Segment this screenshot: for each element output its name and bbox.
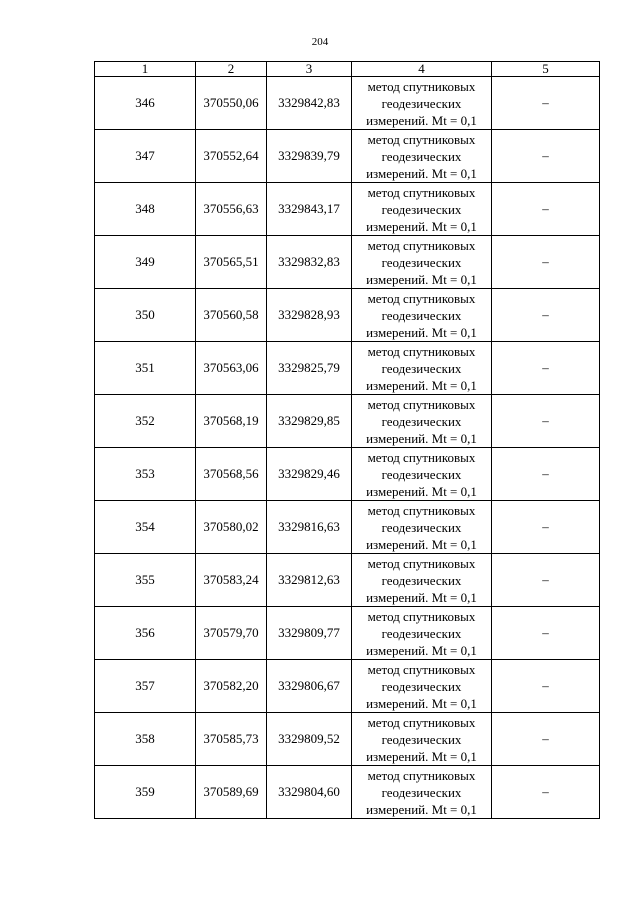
- y-coordinate-cell: 3329809,77: [267, 607, 352, 660]
- table-body: [95, 77, 600, 819]
- x-coordinate-cell: 370589,69: [196, 766, 267, 819]
- method-line-1: метод спутниковых: [367, 714, 476, 730]
- method-cell: [352, 501, 492, 554]
- table-row: [95, 607, 600, 660]
- note-cell: –: [492, 713, 600, 766]
- table-row: [95, 448, 600, 501]
- method-line-3: измерений. Mt = 0,1: [366, 748, 477, 764]
- method-line-2: геодезических: [381, 413, 462, 429]
- method-cell: [352, 395, 492, 448]
- method-line-1: метод спутниковых: [367, 343, 476, 359]
- point-number-cell: 346: [95, 77, 196, 130]
- method-line-3: измерений. Mt = 0,1: [366, 112, 477, 128]
- method-cell: [352, 660, 492, 713]
- method-line-1: метод спутниковых: [367, 184, 476, 200]
- method-line-3: измерений. Mt = 0,1: [366, 801, 477, 817]
- method-line-2: геодезических: [381, 625, 462, 641]
- note-cell: –: [492, 501, 600, 554]
- method-line-1: метод спутниковых: [367, 237, 476, 253]
- method-cell: [352, 554, 492, 607]
- y-coordinate-cell: 3329806,67: [267, 660, 352, 713]
- coordinates-table: [94, 61, 600, 819]
- y-coordinate-cell: 3329829,85: [267, 395, 352, 448]
- note-cell: –: [492, 607, 600, 660]
- table-row: [95, 183, 600, 236]
- method-line-2: геодезических: [381, 731, 462, 747]
- point-number-cell: 349: [95, 236, 196, 289]
- method-line-2: геодезических: [381, 307, 462, 323]
- x-coordinate-cell: 370568,19: [196, 395, 267, 448]
- point-number-cell: 358: [95, 713, 196, 766]
- y-coordinate-cell: 3329832,83: [267, 236, 352, 289]
- point-number-cell: 357: [95, 660, 196, 713]
- table-row: [95, 342, 600, 395]
- method-line-2: геодезических: [381, 466, 462, 482]
- x-coordinate-cell: 370585,73: [196, 713, 267, 766]
- table-row: [95, 766, 600, 819]
- note-cell: –: [492, 183, 600, 236]
- y-coordinate-cell: 3329828,93: [267, 289, 352, 342]
- page-number: 204: [311, 36, 329, 48]
- x-coordinate-cell: 370568,56: [196, 448, 267, 501]
- y-coordinate-cell: 3329843,17: [267, 183, 352, 236]
- method-cell: [352, 448, 492, 501]
- method-line-1: метод спутниковых: [367, 502, 476, 518]
- note-cell: –: [492, 766, 600, 819]
- y-coordinate-cell: 3329829,46: [267, 448, 352, 501]
- method-line-2: геодезических: [381, 784, 462, 800]
- point-number-cell: 359: [95, 766, 196, 819]
- method-line-3: измерений. Mt = 0,1: [366, 165, 477, 181]
- x-coordinate-cell: 370580,02: [196, 501, 267, 554]
- column-header-2: 2: [196, 62, 267, 77]
- method-line-1: метод спутниковых: [367, 661, 476, 677]
- note-cell: –: [492, 236, 600, 289]
- method-line-2: геодезических: [381, 254, 462, 270]
- table-row: [95, 77, 600, 130]
- method-cell: [352, 713, 492, 766]
- method-line-3: измерений. Mt = 0,1: [366, 695, 477, 711]
- method-line-2: геодезических: [381, 148, 462, 164]
- method-cell: [352, 236, 492, 289]
- method-line-2: геодезических: [381, 519, 462, 535]
- column-header-1: 1: [95, 62, 196, 77]
- x-coordinate-cell: 370550,06: [196, 77, 267, 130]
- x-coordinate-cell: 370556,63: [196, 183, 267, 236]
- column-header-5: 5: [492, 62, 600, 77]
- method-cell: [352, 289, 492, 342]
- note-cell: –: [492, 660, 600, 713]
- method-line-2: геодезических: [381, 572, 462, 588]
- method-line-2: геодезических: [381, 678, 462, 694]
- y-coordinate-cell: 3329816,63: [267, 501, 352, 554]
- table-row: [95, 660, 600, 713]
- method-line-1: метод спутниковых: [367, 131, 476, 147]
- y-coordinate-cell: 3329825,79: [267, 342, 352, 395]
- method-cell: [352, 130, 492, 183]
- y-coordinate-cell: 3329812,63: [267, 554, 352, 607]
- x-coordinate-cell: 370560,58: [196, 289, 267, 342]
- method-cell: [352, 77, 492, 130]
- method-cell: [352, 342, 492, 395]
- method-line-3: измерений. Mt = 0,1: [366, 218, 477, 234]
- method-line-3: измерений. Mt = 0,1: [366, 589, 477, 605]
- method-line-2: геодезических: [381, 95, 462, 111]
- note-cell: –: [492, 289, 600, 342]
- note-cell: –: [492, 395, 600, 448]
- point-number-cell: 351: [95, 342, 196, 395]
- method-line-1: метод спутниковых: [367, 396, 476, 412]
- x-coordinate-cell: 370583,24: [196, 554, 267, 607]
- method-line-1: метод спутниковых: [367, 449, 476, 465]
- method-line-1: метод спутниковых: [367, 608, 476, 624]
- note-cell: –: [492, 130, 600, 183]
- note-cell: –: [492, 554, 600, 607]
- column-header-3: 3: [267, 62, 352, 77]
- point-number-cell: 352: [95, 395, 196, 448]
- method-line-1: метод спутниковых: [367, 767, 476, 783]
- note-cell: –: [492, 77, 600, 130]
- note-cell: –: [492, 448, 600, 501]
- table-row: [95, 395, 600, 448]
- point-number-cell: 350: [95, 289, 196, 342]
- method-line-2: геодезических: [381, 360, 462, 376]
- table-header-row: [95, 62, 600, 77]
- x-coordinate-cell: 370552,64: [196, 130, 267, 183]
- table-row: [95, 236, 600, 289]
- method-line-3: измерений. Mt = 0,1: [366, 324, 477, 340]
- column-header-4: 4: [352, 62, 492, 77]
- method-line-1: метод спутниковых: [367, 555, 476, 571]
- method-cell: [352, 607, 492, 660]
- point-number-cell: 347: [95, 130, 196, 183]
- point-number-cell: 356: [95, 607, 196, 660]
- note-cell: –: [492, 342, 600, 395]
- y-coordinate-cell: 3329804,60: [267, 766, 352, 819]
- x-coordinate-cell: 370582,20: [196, 660, 267, 713]
- method-line-3: измерений. Mt = 0,1: [366, 483, 477, 499]
- table-row: [95, 289, 600, 342]
- method-line-2: геодезических: [381, 201, 462, 217]
- x-coordinate-cell: 370563,06: [196, 342, 267, 395]
- method-line-3: измерений. Mt = 0,1: [366, 377, 477, 393]
- point-number-cell: 348: [95, 183, 196, 236]
- method-line-3: измерений. Mt = 0,1: [366, 536, 477, 552]
- method-line-1: метод спутниковых: [367, 290, 476, 306]
- x-coordinate-cell: 370579,70: [196, 607, 267, 660]
- point-number-cell: 354: [95, 501, 196, 554]
- table-row: [95, 554, 600, 607]
- method-cell: [352, 183, 492, 236]
- method-line-1: метод спутниковых: [367, 78, 476, 94]
- table-row: [95, 130, 600, 183]
- method-line-3: измерений. Mt = 0,1: [366, 271, 477, 287]
- point-number-cell: 353: [95, 448, 196, 501]
- point-number-cell: 355: [95, 554, 196, 607]
- x-coordinate-cell: 370565,51: [196, 236, 267, 289]
- y-coordinate-cell: 3329839,79: [267, 130, 352, 183]
- method-cell: [352, 766, 492, 819]
- y-coordinate-cell: 3329809,52: [267, 713, 352, 766]
- table-row: [95, 501, 600, 554]
- table-row: [95, 713, 600, 766]
- y-coordinate-cell: 3329842,83: [267, 77, 352, 130]
- method-line-3: измерений. Mt = 0,1: [366, 642, 477, 658]
- method-line-3: измерений. Mt = 0,1: [366, 430, 477, 446]
